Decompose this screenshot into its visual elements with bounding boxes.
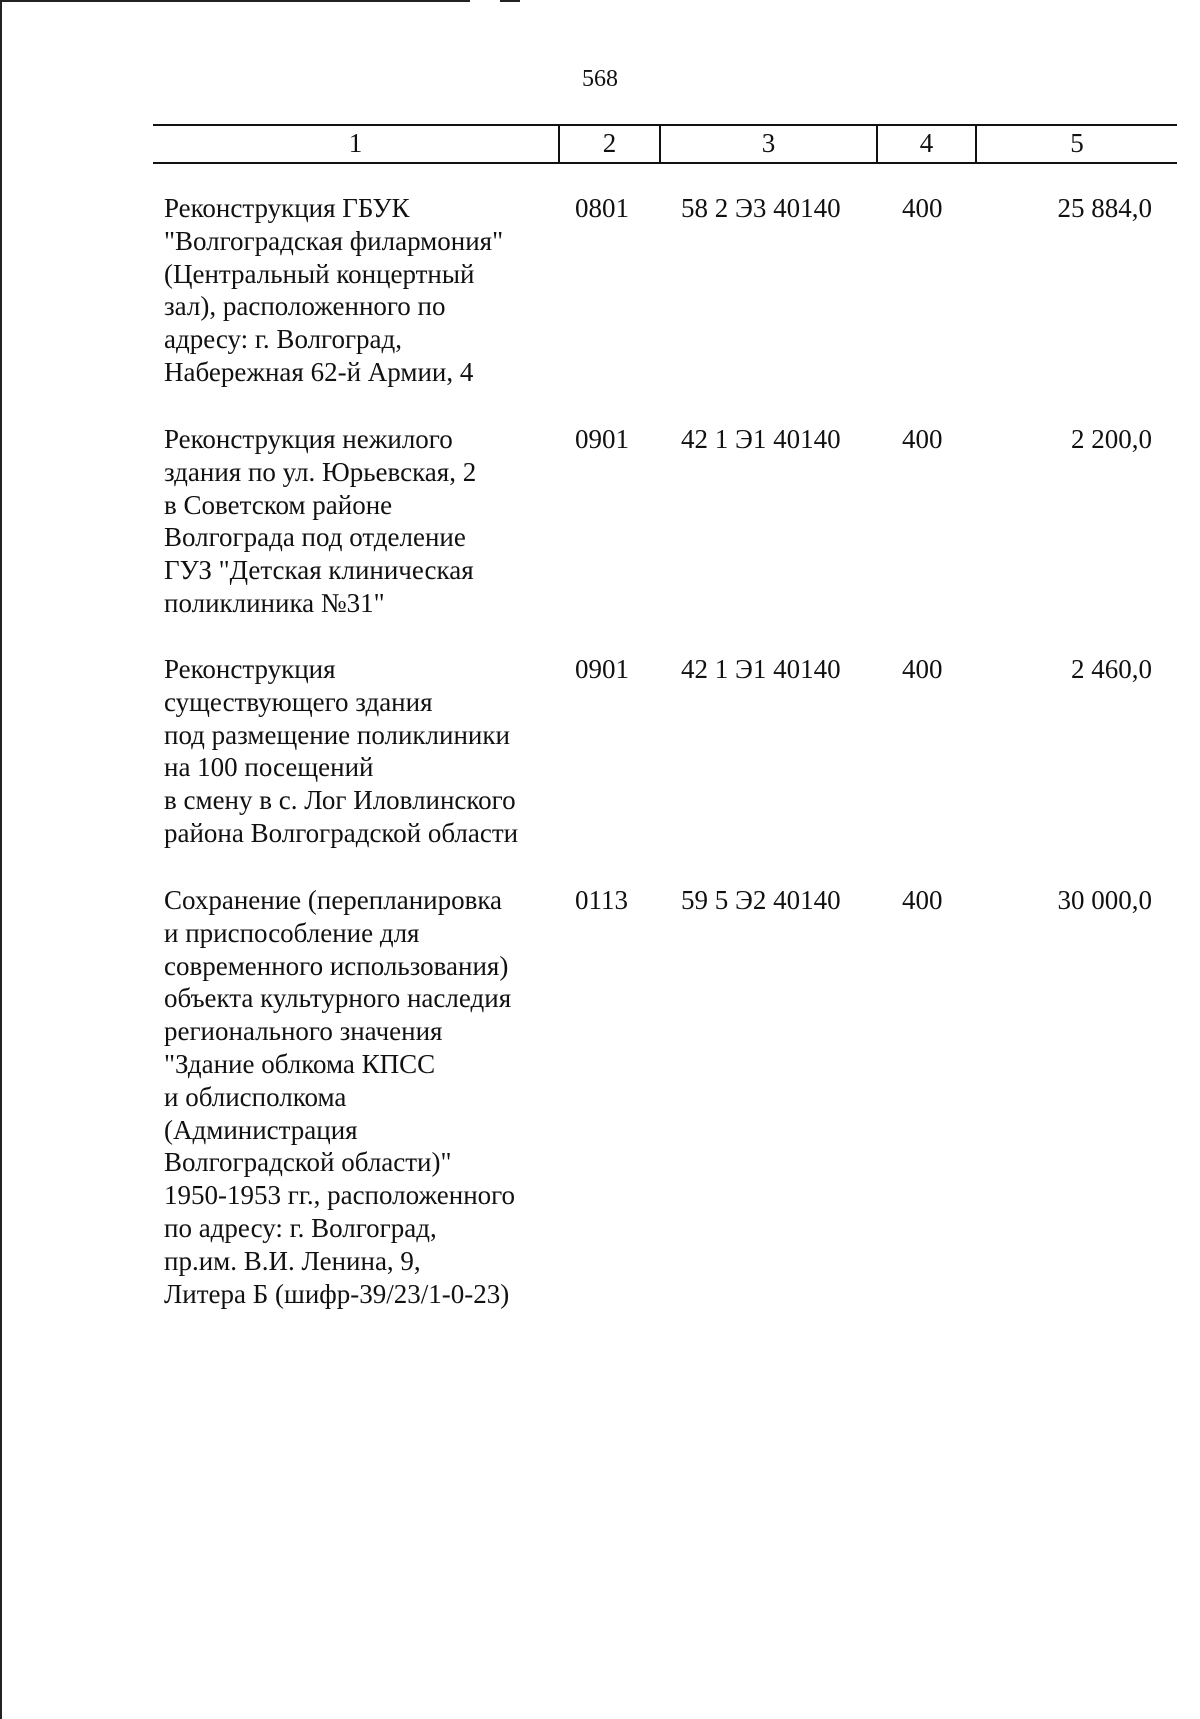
row-target-article: 58 2 Э3 40140 [681, 193, 841, 223]
row-amount: 2 200,0 [1071, 424, 1152, 454]
row-expense-type: 400 [902, 654, 943, 684]
row-expense-type: 400 [902, 885, 943, 915]
row-description: Реконструкция ГБУК "Волгоградская филармония" (Центральный концертный зал), расположенного по адресу: г. Волгоград, Набережная 62-й Армии, 4 [164, 193, 504, 387]
scan-edge-left [0, 0, 2, 1719]
row-amount: 30 000,0 [1057, 885, 1152, 915]
row-expense-type: 400 [902, 424, 943, 454]
table-header [153, 124, 1177, 164]
row-section-code: 0801 [575, 193, 629, 223]
row-target-article: 42 1 Э1 40140 [681, 424, 841, 454]
row-section-code: 0113 [575, 885, 628, 915]
page-number: 568 [582, 66, 618, 92]
row-section-code: 0901 [575, 654, 629, 684]
row-description: Сохранение (перепланировка и приспособление для современного использования) объекта культурного наследия регионального значения "Здание облкома КПСС и облисполкома (Администрация Волгоградской области)" 1950-1953 гг., расположенного по адресу: г. Волгоград, пр.им. В.И. Ленина, 9, Литера Б (шифр-39/23/1-0-23) [164, 885, 516, 1309]
row-expense-type: 400 [902, 193, 943, 223]
scan-top-mark [500, 0, 520, 2]
row-description: Реконструкция нежилого здания по ул. Юрьевская, 2 в Советском районе Волгограда под отделение ГУЗ "Детская клиническая поликлиника №31" [164, 424, 477, 618]
header-col-1: 1 [348, 128, 363, 158]
row-target-article: 59 5 Э2 40140 [681, 885, 841, 915]
header-col-3: 3 [659, 126, 876, 162]
header-col-5: 5 [975, 126, 1177, 162]
scan-top-mark [0, 0, 470, 2]
row-amount: 2 460,0 [1071, 654, 1152, 684]
header-col-2: 2 [558, 126, 659, 162]
row-section-code: 0901 [575, 424, 629, 454]
row-description: Реконструкция существующего здания под размещение поликлиники на 100 посещений в смену в с. Лог Иловлинского района Волгоградской области [164, 654, 519, 848]
row-target-article: 42 1 Э1 40140 [681, 654, 841, 684]
row-amount: 25 884,0 [1057, 193, 1152, 223]
header-col-4: 4 [876, 126, 975, 162]
